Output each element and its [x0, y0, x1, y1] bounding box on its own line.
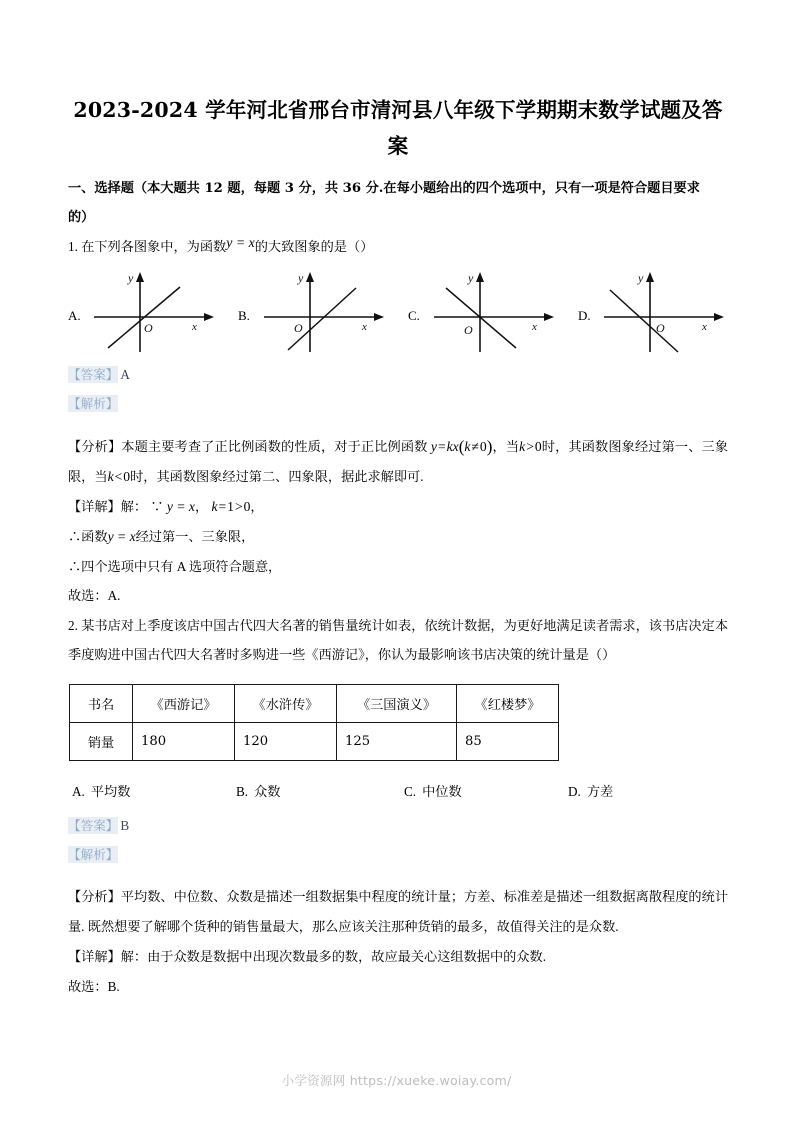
document-content [68, 92, 728, 1002]
question-2-stem [68, 611, 728, 670]
q2-analysis-line1: 平均数、中位数、众数是描述一组数据集中程度的统计量；方差、标准差是描述一组数据离散程 [120, 888, 676, 904]
page-title [68, 92, 728, 164]
question-2-options [68, 781, 728, 811]
sales-value-3: 125 [337, 722, 457, 760]
svg-text:O: O [656, 320, 665, 335]
question-1-conclusion [68, 581, 728, 611]
watermark-site-name: 小学资源网 [281, 1073, 346, 1088]
q1-detail-formula-1: y = x [166, 498, 195, 514]
question-2-answer-line [68, 811, 728, 841]
question-2-option-d[interactable] [568, 781, 613, 800]
question-2-conclusion [68, 972, 728, 1002]
option-c-letter: C. [404, 783, 417, 799]
q1-analysis-formula: y=kx(k≠0) [430, 436, 493, 456]
question-1-stem-after: 的大致图象的是（） [254, 239, 374, 254]
q1-detail-sep: ， [194, 498, 209, 514]
book-title-4: 《红楼梦》 [457, 684, 559, 722]
solution-word: 解： [120, 498, 148, 514]
q1-analysis-before: 本题主要考查了正比例函数的性质，对于正比例函数 [121, 438, 428, 454]
sales-data-table [69, 684, 559, 761]
question-1-analysis-body [68, 431, 728, 492]
question-2-stem-line2: 店决定本季度购进中国古代四大名著时多购进一些《西游记》，你认为最影响该书店决策的统计量是（） [68, 617, 729, 662]
question-1-detail-line-1 [68, 492, 728, 523]
question-2-analysis-line [68, 840, 728, 870]
svg-text:O: O [144, 320, 153, 335]
svg-text:x: x [702, 320, 707, 333]
option-b-letter: B. [236, 783, 249, 799]
question-1-detail-line-2 [68, 522, 728, 552]
svg-text:y: y [468, 270, 474, 285]
question-1-stem-before: 在下列各图象中，为函数 [81, 239, 227, 254]
q1-analysis-tail: 时，其函数图象经过第二、四象限，据此求解即可. [130, 469, 424, 484]
xiangjie-tag: 【详解】 [68, 499, 121, 515]
answer-tag: 【答案】 [68, 817, 119, 833]
question-2-stem-line1: 某书店对上季度该店中国古代四大名著的销售量统计如表，依统计数据，为更好地满足读者需求，该书 [81, 617, 676, 633]
option-a-letter: A. [72, 783, 85, 799]
section-heading-line2: 的） [68, 210, 95, 225]
row-header-book-name: 书名 [70, 684, 133, 722]
fenxi-tag: 【分析】 [68, 439, 122, 455]
q1-analysis-mid: 时，其函数图象经过第一、三象限，当 [68, 438, 729, 484]
q1-therefore-1: ∴函数 [68, 529, 108, 544]
book-title-1: 《西游记》 [133, 684, 235, 722]
q2-detail-line1: 由于众数是数据中出现次数最多的数，故应最关心这组数据中的众数. [147, 948, 547, 964]
question-2-option-c[interactable] [404, 781, 462, 800]
fenxi-tag: 【分析】 [68, 889, 121, 905]
question-1-answer-value: A [120, 366, 130, 382]
question-1-formula: y = x [226, 235, 255, 250]
svg-text:y: y [298, 270, 304, 285]
analysis-tag: 【解析】 [68, 396, 119, 411]
q1-cond-1: k>0 [519, 438, 542, 454]
graph-line-through-origin-negative-slope [428, 270, 556, 358]
page-title-line1: 2023-2024 学年河北省邢台市清河县八年级下学期期末数学试题及答 [73, 98, 723, 122]
solution-word: 解： [120, 948, 148, 964]
table-row-sales [70, 722, 559, 760]
svg-text:O: O [294, 320, 303, 335]
question-1-detail-line-3: ∴四个选项中只有 A 选项符合题意， [68, 558, 282, 574]
question-1-answer-line [68, 360, 728, 390]
gu-xuan-label: 故选： [68, 588, 108, 603]
table-row-books [70, 684, 559, 722]
gu-xuan-label: 故选： [68, 979, 108, 994]
question-1-option-a[interactable] [68, 268, 238, 360]
option-d-letter: D. [578, 307, 591, 323]
book-title-2: 《水浒传》 [235, 684, 337, 722]
sales-value-4: 85 [457, 722, 559, 760]
option-b-label: 众数 [254, 783, 281, 799]
q1-detail-formula-3: y = x [107, 529, 136, 544]
svg-text:y: y [128, 270, 134, 285]
option-a-label: 平均数 [90, 783, 131, 799]
q1-analysis-after: ，当 [492, 438, 520, 454]
question-1-option-b[interactable] [238, 268, 408, 360]
section-heading [68, 174, 728, 232]
svg-text:O: O [464, 322, 473, 337]
question-2-answer-value: B [120, 817, 130, 833]
svg-text:x: x [362, 320, 367, 333]
q2-final-answer: B. [107, 979, 120, 994]
q1-detail-line2-tail: 经过第一、三象限， [135, 529, 255, 544]
question-1-stem [68, 232, 728, 262]
watermark [0, 1070, 793, 1089]
q1-cond-2: k<0 [107, 469, 131, 484]
graph-line-through-origin-positive-slope [88, 270, 216, 358]
xiangjie-tag: 【详解】 [68, 949, 121, 965]
question-1-number: 1. [68, 239, 78, 254]
option-d-letter: D. [568, 783, 581, 799]
option-a-letter: A. [68, 307, 81, 323]
question-2-number: 2. [68, 617, 78, 633]
question-1-options [68, 268, 728, 360]
answer-tag: 【答案】 [68, 366, 119, 382]
question-2-detail [68, 942, 728, 973]
sales-value-1: 180 [133, 722, 235, 760]
option-d-label: 方差 [586, 783, 614, 799]
row-header-sales: 销量 [70, 722, 133, 760]
book-title-3: 《三国演义》 [337, 684, 457, 722]
q2-analysis-line2: 度的统计量. 既然想要了解哪个货种的销售量最大，那么应该关注那种货销的最多，故值得关注的是众数. [68, 888, 729, 934]
graph-line-positive-slope-shifted-right [258, 270, 386, 358]
section-heading-line1: 一、选择题（本大题共 12 题，每题 3 分，共 36 分.在每小题给出的四个选项中，只有一项是符合题目要求 [68, 181, 700, 196]
question-1-option-d[interactable] [578, 268, 748, 360]
option-c-letter: C. [408, 307, 420, 323]
question-1-option-c[interactable] [408, 268, 578, 360]
q1-detail-formula-2: k=1>0 [211, 498, 251, 514]
question-1-analysis-line [68, 389, 728, 419]
svg-text:x: x [532, 320, 537, 333]
graph-line-negative-slope-shifted-left [598, 270, 726, 358]
page-title-line2: 案 [387, 134, 409, 158]
question-2-analysis-body [68, 882, 728, 942]
svg-text:x: x [192, 320, 197, 333]
sales-value-2: 120 [235, 722, 337, 760]
q1-final-answer: A. [107, 588, 121, 603]
q1-because-symbol: ∵ [150, 498, 164, 514]
option-b-letter: B. [238, 307, 250, 323]
svg-text:y: y [638, 270, 644, 285]
q1-detail-end: ， [250, 498, 264, 514]
option-c-label: 中位数 [422, 783, 462, 799]
watermark-url: https://xueke.woiay.com/ [349, 1073, 512, 1088]
analysis-tag: 【解析】 [68, 847, 119, 862]
question-2-option-a[interactable] [72, 781, 130, 800]
question-2-option-b[interactable] [236, 781, 280, 800]
